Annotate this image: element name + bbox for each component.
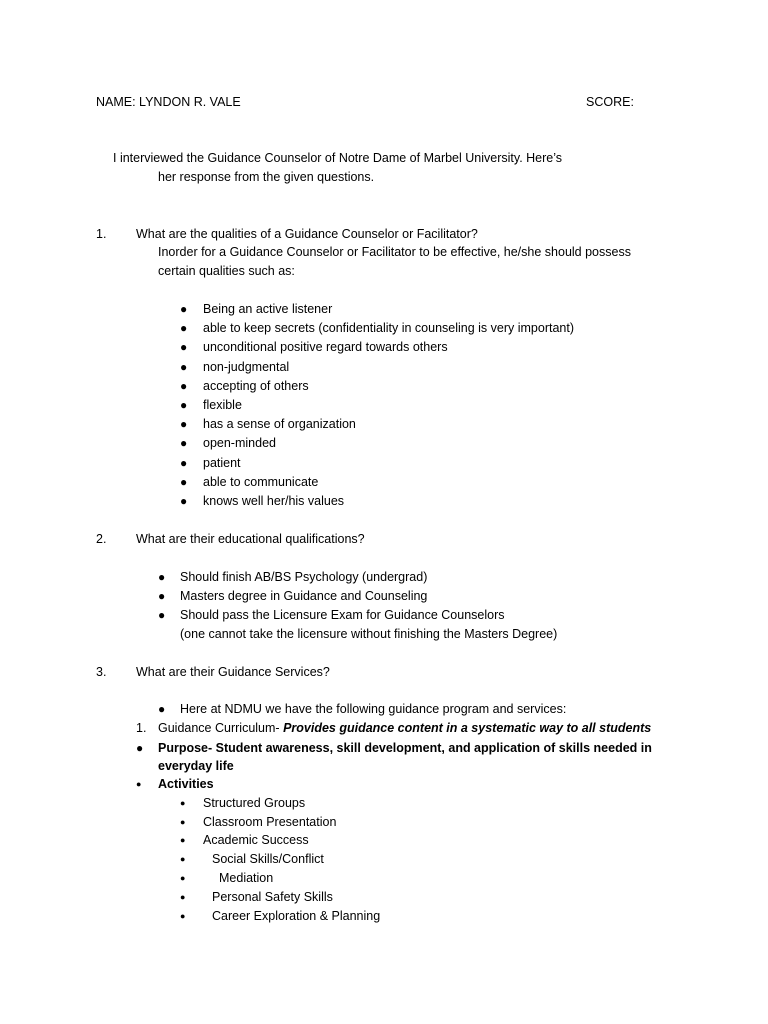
q1-answer-line-2: certain qualities such as: [158, 264, 295, 278]
q1-list-item: open-minded [203, 436, 276, 450]
q2-question: What are their educational qualifications? [136, 532, 365, 546]
q1-list-item: flexible [203, 398, 242, 412]
activity-item: Mediation [219, 871, 274, 885]
q2-note: (one cannot take the licensure without finishing the Masters Degree) [180, 627, 558, 641]
bullet-icon: ● [180, 817, 186, 827]
bullet-icon: ● [180, 456, 188, 470]
bullet-icon: ● [180, 911, 186, 921]
q1-list-item: able to communicate [203, 475, 319, 489]
bullet-icon: ● [180, 340, 188, 354]
q1-number: 1. [96, 227, 107, 241]
q2-list-item: Should pass the Licensure Exam for Guidance Counselors [180, 608, 505, 622]
q3-number: 3. [96, 665, 107, 679]
q3-intro-item: Here at NDMU we have the following guidance program and services: [180, 702, 567, 716]
bullet-icon: ● [180, 798, 186, 808]
bullet-icon: ● [180, 854, 186, 864]
q1-list-item: accepting of others [203, 379, 309, 393]
q2-list-item: Masters degree in Guidance and Counseling [180, 589, 428, 603]
q1-list-item: Being an active listener [203, 302, 333, 316]
bullet-icon: ● [180, 321, 188, 335]
bullet-icon: ● [158, 702, 166, 716]
q3-question: What are their Guidance Services? [136, 665, 330, 679]
bullet-icon: ● [158, 570, 166, 584]
bullet-icon: ● [180, 302, 188, 316]
curriculum-line [158, 720, 651, 736]
bullet-icon: ● [158, 589, 166, 603]
bullet-icon: ● [180, 436, 188, 450]
q1-list-item: has a sense of organization [203, 417, 356, 431]
q1-list-item: non-judgmental [203, 360, 290, 374]
bullet-icon: ● [180, 892, 186, 902]
bullet-icon: ● [180, 360, 188, 374]
intro-line-2: her response from the given questions. [158, 170, 375, 184]
q1-question: What are the qualities of a Guidance Counselor or Facilitator? [136, 227, 478, 241]
curriculum-label: Guidance Curriculum- [158, 721, 280, 735]
bullet-icon: ● [158, 608, 166, 622]
intro-line-1: I interviewed the Guidance Counselor of Notre Dame of Marbel University. Here’s [113, 151, 563, 165]
purpose-line-2: everyday life [158, 759, 234, 773]
activity-item: Personal Safety Skills [212, 890, 333, 904]
name-line: NAME: LYNDON R. VALE [96, 95, 241, 109]
q1-list-item: unconditional positive regard towards others [203, 340, 448, 354]
q1-list-item: able to keep secrets (confidentiality in counseling is very important) [203, 321, 575, 335]
bullet-icon: ● [180, 379, 188, 393]
q2-list-item: Should finish AB/BS Psychology (undergrad) [180, 570, 428, 584]
bullet-icon: ● [180, 475, 188, 489]
q1-answer-line-1: Inorder for a Guidance Counselor or Facilitator to be effective, he/she should possess [158, 245, 631, 259]
activity-item: Academic Success [203, 833, 309, 847]
activity-item: Social Skills/Conflict [212, 852, 324, 866]
bullet-icon: ● [180, 873, 186, 883]
bullet-icon: ● [180, 835, 186, 845]
bullet-icon: ● [136, 779, 142, 789]
curriculum-description: Provides guidance content in a systematic way to all students [283, 721, 652, 735]
activity-item: Career Exploration & Planning [212, 909, 381, 923]
activity-item: Classroom Presentation [203, 815, 337, 829]
bullet-icon: ● [180, 417, 188, 431]
activity-item: Structured Groups [203, 796, 306, 810]
q1-list-item: patient [203, 456, 241, 470]
q2-number: 2. [96, 532, 107, 546]
purpose-line-1: Purpose- Student awareness, skill development, and application of skills needed in [158, 741, 652, 755]
score-label: SCORE: [586, 95, 634, 109]
activities-label: Activities [158, 777, 214, 791]
bullet-icon: ● [180, 494, 188, 508]
bullet-icon: ● [136, 741, 144, 755]
bullet-icon: ● [180, 398, 188, 412]
curriculum-number: 1. [136, 721, 147, 735]
q1-list-item: knows well her/his values [203, 494, 345, 508]
